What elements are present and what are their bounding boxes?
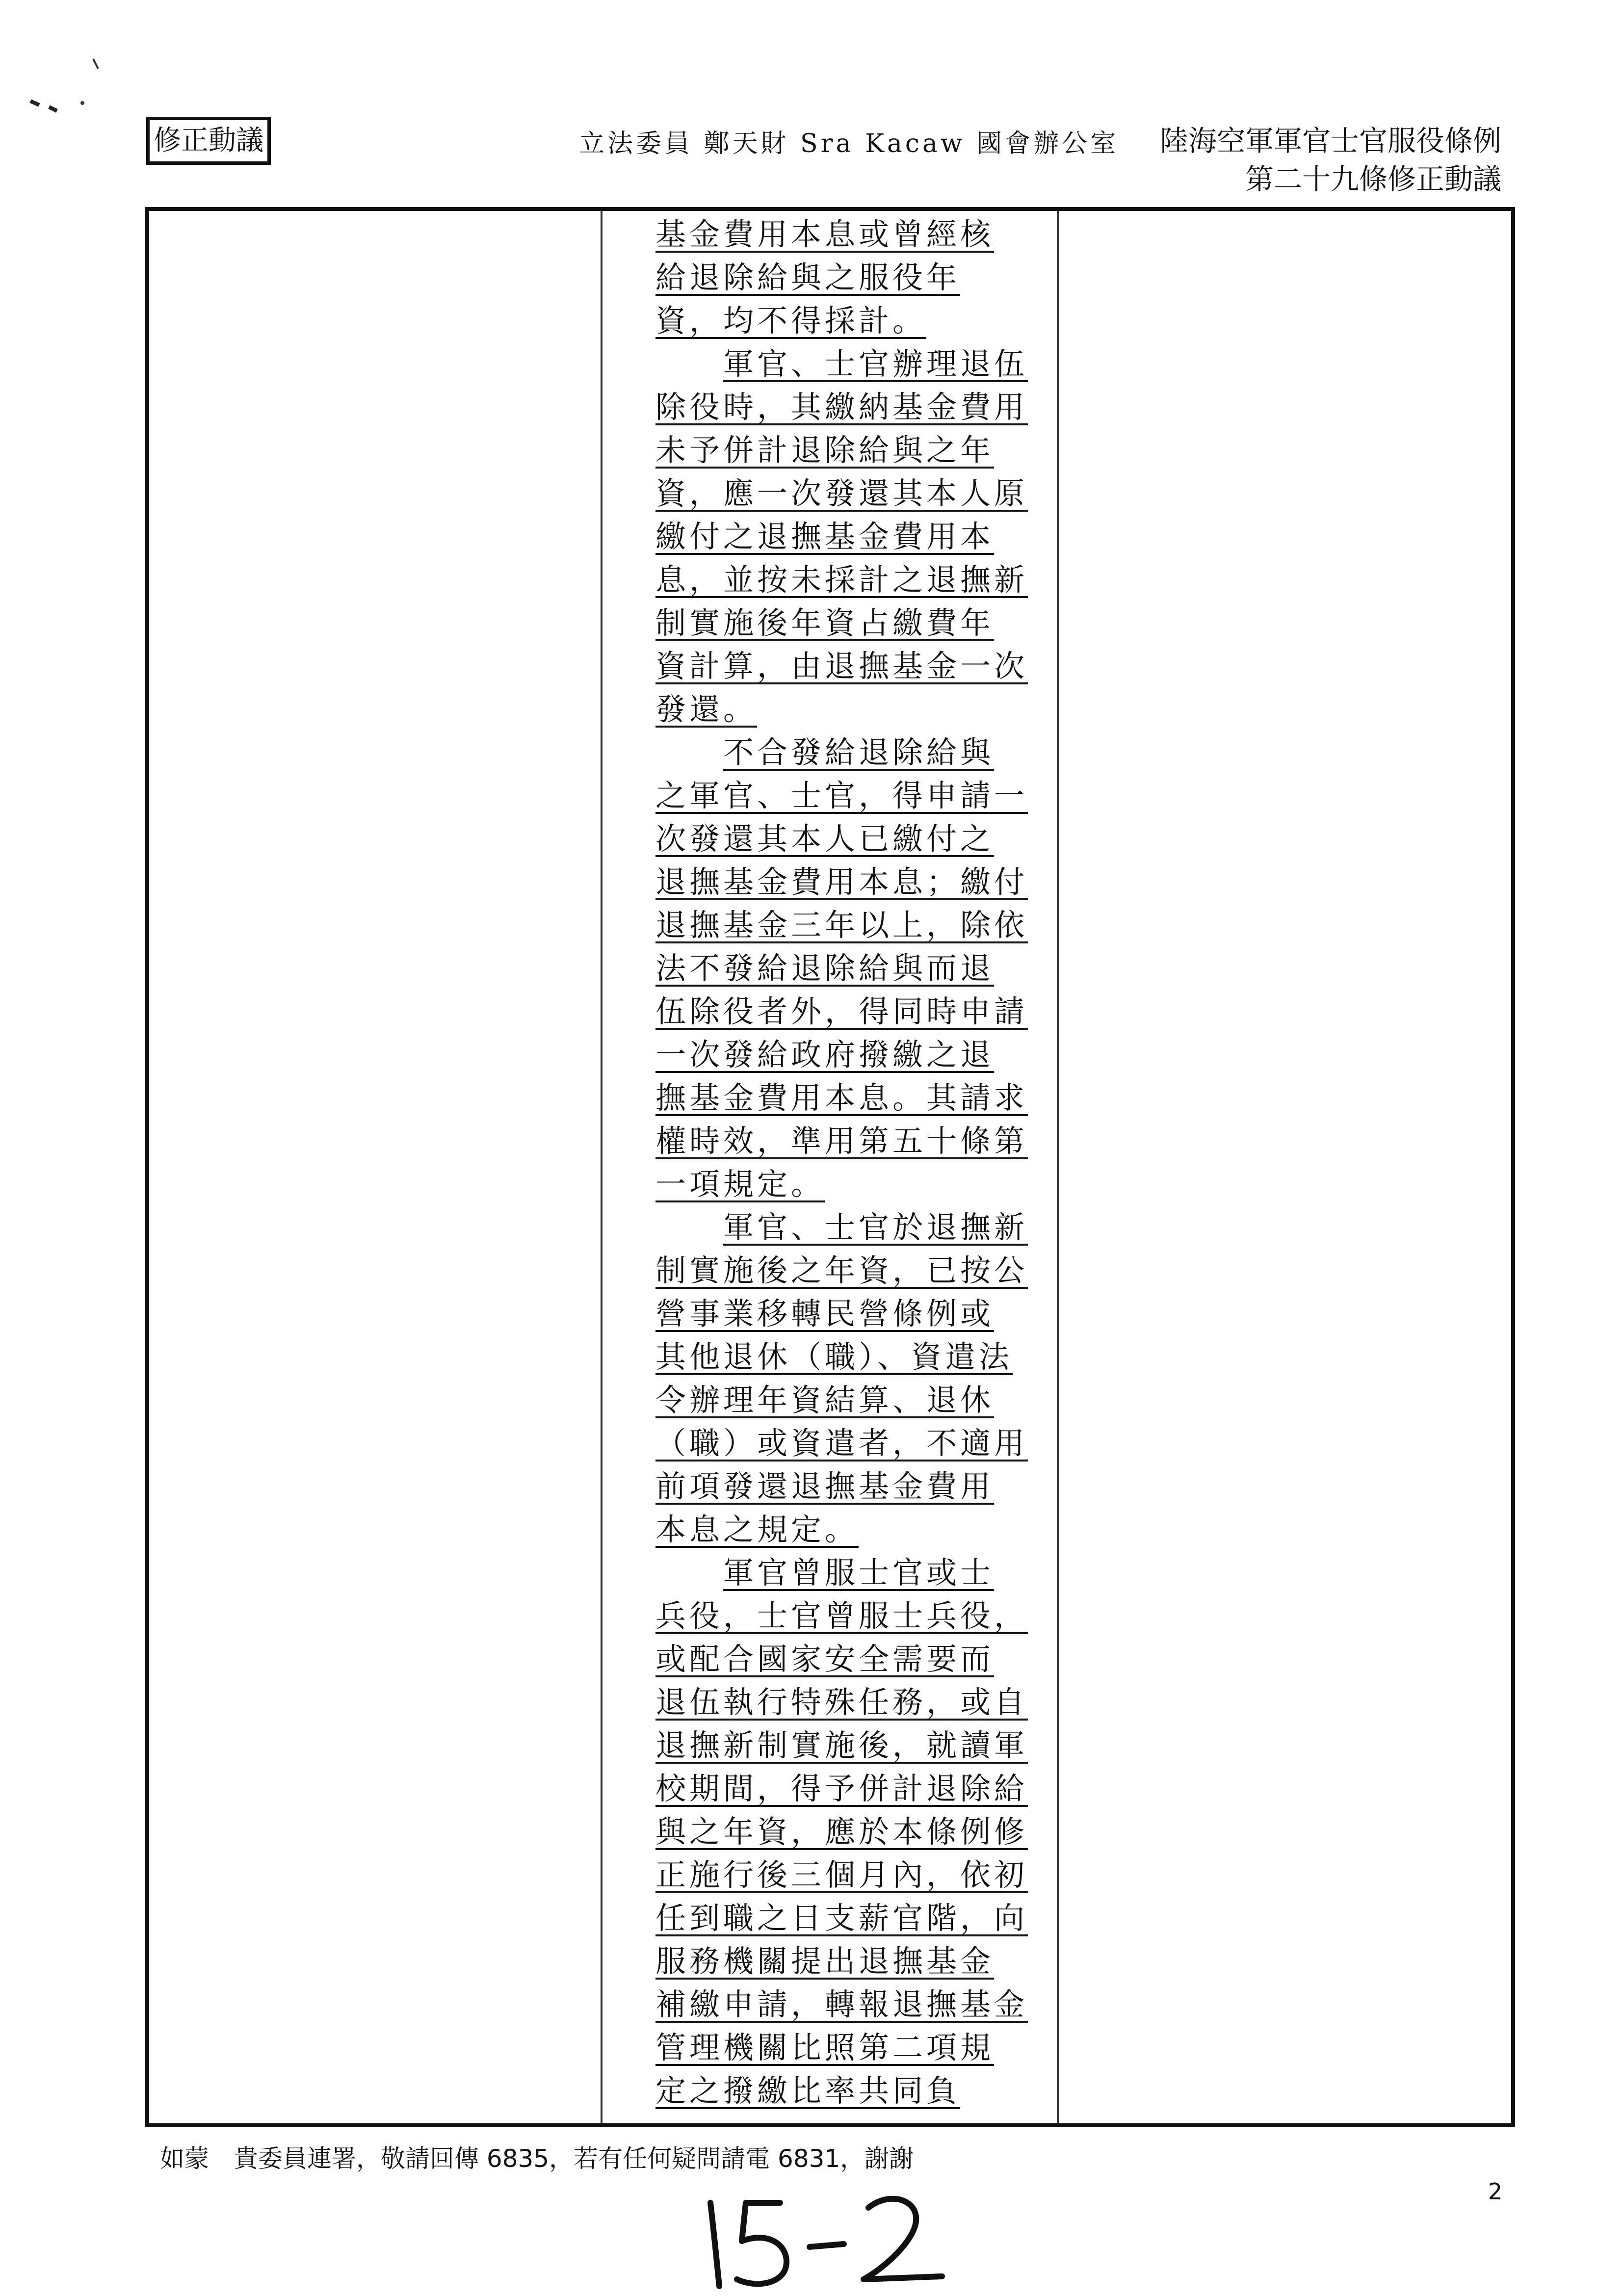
handwritten-page-mark xyxy=(697,2183,952,2296)
amendment-text-line-content: 發還。 xyxy=(655,691,758,727)
amendment-text-line-content: 軍官曾服士官或士 xyxy=(723,1555,995,1591)
amendment-text-line xyxy=(655,817,1023,861)
amendment-text-line xyxy=(655,1810,1028,1853)
amendment-text-line-content: 伍除役者外，得同時申請 xyxy=(655,993,1028,1029)
column-divider-right xyxy=(1057,211,1059,2123)
amendment-text-line xyxy=(655,1465,1023,1508)
amendment-text-line xyxy=(655,1076,1028,1120)
amendment-text-line-content: 令辦理年資結算、退休 xyxy=(655,1382,995,1418)
amendment-text-line xyxy=(655,1120,1028,1163)
amendment-text-line xyxy=(655,299,1023,342)
amendment-text-line-content: 制實施後年資占繳費年 xyxy=(655,605,995,641)
amendment-text-line xyxy=(655,1033,1023,1076)
amendment-text-line-content: 退伍執行特殊任務，或自 xyxy=(655,1684,1028,1720)
amendment-text-line-content: 未予併計退除給與之年 xyxy=(655,432,995,468)
amendment-text-line xyxy=(655,1897,1028,1940)
amendment-text-line-content: 校期間，得予併計退除給 xyxy=(655,1771,1028,1806)
amendment-text-line xyxy=(655,1206,1028,1249)
amendment-text-line-content: 軍官、士官辦理退伍 xyxy=(723,346,1028,382)
amendment-text-line-content: 一項規定。 xyxy=(655,1166,825,1202)
amendment-text-line-content: 資，均不得採計。 xyxy=(655,303,927,339)
amendment-text-line xyxy=(655,386,1028,429)
amendment-text-line-content: 之軍官、士官，得申請一 xyxy=(655,778,1028,813)
amendment-text-line xyxy=(655,342,1028,386)
amendment-text-line xyxy=(655,1940,1023,1983)
amendment-text-line-content: 本息之規定。 xyxy=(655,1512,859,1547)
amendment-text-line-content: 前項發還退撫基金費用 xyxy=(655,1468,995,1504)
amendment-text-line xyxy=(655,2026,1023,2069)
amendment-text-line-content: 法不發給退除給與而退 xyxy=(655,950,995,986)
amendment-text-line-content: 制實施後之年資，已按公 xyxy=(655,1252,1028,1288)
amendment-text-line xyxy=(655,731,1023,774)
amendment-text-line xyxy=(655,472,1028,515)
amendment-text-line-content: 次發還其本人已繳付之 xyxy=(655,821,995,857)
footer-note: 如蒙 貴委員連署，敬請回傳 6835，若有任何疑問請電 6831，謝謝 xyxy=(160,2144,914,2173)
amendment-text-line xyxy=(655,1853,1028,1897)
amendment-text-line-content: 給退除給與之服役年 xyxy=(655,260,961,295)
bill-title-line-1: 陸海空軍軍官士官服役條例 xyxy=(1159,124,1501,157)
amendment-text-line xyxy=(655,688,1023,731)
amendment-text-line-content: 營事業移轉民營條例或 xyxy=(655,1296,995,1331)
amendment-text-line-content: 除役時，其繳納基金費用 xyxy=(655,389,1028,425)
motion-tag-box: 修正動議 xyxy=(146,117,271,165)
bill-title xyxy=(1060,122,1501,198)
amendment-text-column xyxy=(655,213,1028,2113)
bill-title-line-2: 第二十九條修正動議 xyxy=(1245,162,1501,196)
scan-specks xyxy=(20,49,118,147)
amendment-text-line xyxy=(655,861,1028,904)
amendment-text-line xyxy=(655,429,1023,472)
amendment-text-line xyxy=(655,256,1023,299)
amendment-text-line xyxy=(655,1249,1028,1292)
amendment-text-line xyxy=(655,1508,1023,1551)
amendment-text-line xyxy=(655,1163,1023,1206)
amendment-text-line-content: 資，應一次發還其本人原 xyxy=(655,475,1028,511)
amendment-text-line xyxy=(655,1292,1023,1335)
amendment-text-line xyxy=(655,1724,1028,1767)
amendment-text-line xyxy=(655,1379,1023,1422)
amendment-text-line xyxy=(655,1422,1028,1465)
amendment-text-line-content: 不合發給退除給與 xyxy=(723,734,995,770)
amendment-text-line xyxy=(655,1681,1028,1724)
amendment-text-line-content: 退撫新制實施後，就讀軍 xyxy=(655,1727,1028,1763)
amendment-text-line xyxy=(655,515,1023,558)
amendment-text-line xyxy=(655,1983,1028,2026)
amendment-text-line xyxy=(655,1335,1023,1379)
amendment-text-line xyxy=(655,1594,1028,1638)
amendment-text-line xyxy=(655,601,1023,645)
amendment-text-line-content: 與之年資，應於本條例修 xyxy=(655,1814,1028,1850)
amendment-text-line-content: 軍官、士官於退撫新 xyxy=(723,1209,1028,1245)
amendment-text-line-content: 資計算，由退撫基金一次 xyxy=(655,648,1028,684)
amendment-text-line xyxy=(655,213,1023,256)
amendment-text-line-content: 定之撥繳比率共同負 xyxy=(655,2073,961,2109)
amendment-text-line-content: 撫基金費用本息。其請求 xyxy=(655,1080,1028,1116)
amendment-text-line xyxy=(655,947,1023,990)
amendment-text-line-content: 正施行後三個月內，依初 xyxy=(655,1857,1028,1893)
amendment-text-line-content: 息，並按未採計之退撫新 xyxy=(655,562,1028,598)
amendment-text-line-content: 管理機關比照第二項規 xyxy=(655,2030,995,2065)
amendment-text-line xyxy=(655,990,1028,1033)
amendment-text-line-content: 退撫基金三年以上，除依 xyxy=(655,907,1028,943)
amendment-text-line-content: 權時效，準用第五十條第 xyxy=(655,1123,1028,1159)
amendment-text-line xyxy=(655,2069,1023,2113)
amendment-text-line-content: 基金費用本息或曾經核 xyxy=(655,216,995,252)
amendment-text-line xyxy=(655,1767,1028,1810)
amendment-text-line xyxy=(655,558,1028,601)
amendment-text-line-content: 或配合國家安全需要而 xyxy=(655,1641,995,1677)
amendment-text-line xyxy=(655,1638,1023,1681)
amendment-text-line xyxy=(655,1551,1023,1594)
amendment-text-line-content: 退撫基金費用本息；繳付 xyxy=(655,864,1028,900)
amendment-text-line-content: 任到職之日支薪官階，向 xyxy=(655,1900,1028,1936)
amendment-text-line-content: 兵役，士官曾服士兵役， xyxy=(655,1598,1028,1634)
amendment-text-line xyxy=(655,645,1028,688)
amendment-text-line-content: 補繳申請，轉報退撫基金 xyxy=(655,1986,1028,2022)
amendment-text-line xyxy=(655,774,1028,817)
amendment-text-line-content: 其他退休（職）、資遣法 xyxy=(655,1339,1013,1375)
office-name: 立法委員 鄭天財 Sra Kacaw 國會辦公室 xyxy=(579,129,1119,158)
page-number: 2 xyxy=(1488,2178,1502,2205)
amendment-text-line-content: （職）或資遣者，不適用 xyxy=(655,1425,1028,1461)
amendment-text-line-content: 服務機關提出退撫基金 xyxy=(655,1943,995,1979)
amendment-text-line xyxy=(655,904,1028,947)
amendment-text-line-content: 繳付之退撫基金費用本 xyxy=(655,519,995,554)
column-divider-left xyxy=(601,211,602,2123)
amendment-text-line-content: 一次發給政府撥繳之退 xyxy=(655,1037,995,1072)
